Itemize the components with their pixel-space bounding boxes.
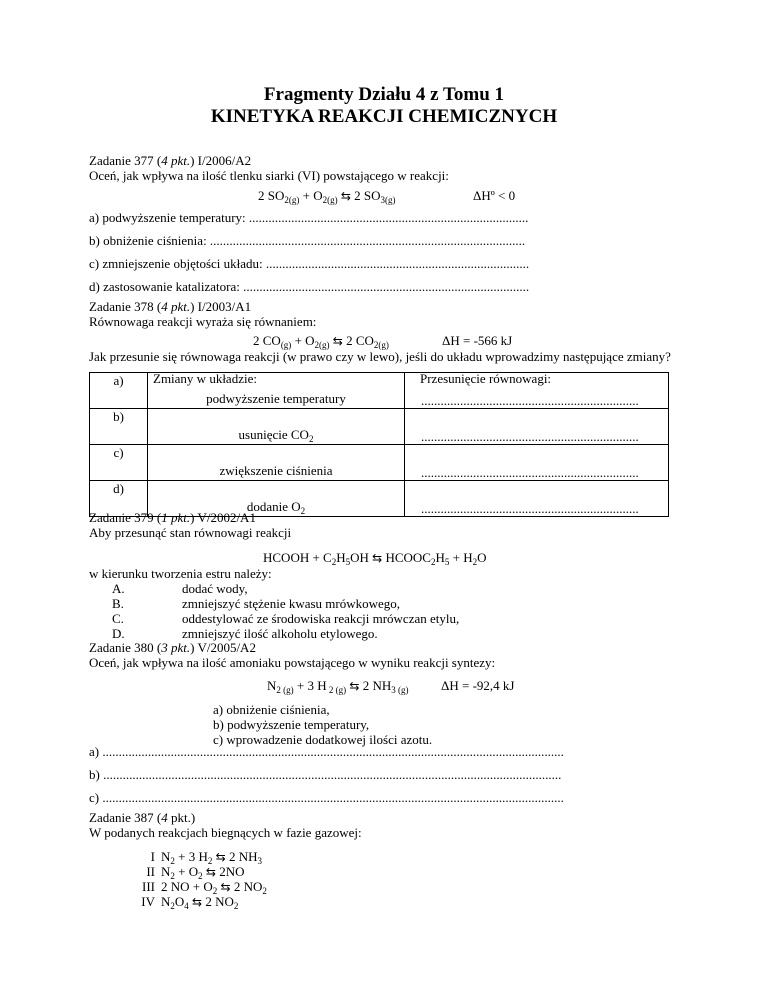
option-letter: D. (112, 626, 125, 641)
table-row (90, 445, 669, 481)
row-label: a) (113, 373, 124, 388)
changes-table (89, 372, 669, 517)
task-380-answer-b: b) ............................................................................................................................................. (89, 767, 562, 782)
option-letter: A. (112, 581, 125, 596)
option-text: zmniejszyć ilość alkoholu etylowego. (182, 626, 378, 641)
task-380-question: Oceń, jak wpływa na ilość amoniaku powstającego w wyniku reakcji syntezy: (89, 655, 496, 670)
task-380-item-a: a) obniżenie ciśnienia, (213, 702, 330, 717)
row-label: d) (113, 481, 124, 496)
reaction-equation: $N_2 + 3$ $H_2$ ⇆ 2 $NH_3$ (161, 849, 262, 866)
task-379-header: Zadanie 379 (1 pkt.) V/2002/A1 (89, 510, 256, 525)
page-subtitle: KINETYKA REAKCJI CHEMICZNYCH (210, 106, 558, 127)
task-380-enthalpy: ΔH = -92,4 kJ (441, 678, 515, 693)
reaction-number: II (146, 864, 155, 879)
row-label: c) (113, 445, 124, 460)
task-379-lead: w kierunku tworzenia estru należy: (89, 566, 272, 581)
task-377-header: Zadanie 377 (4 pkt.) I/2006/A2 (89, 153, 252, 168)
task-380-equation: $N_{2 (g)} + 3$ H $_{2 (g)}$ ⇆ 2 $NH_{3 (g)}$ (267, 678, 409, 695)
row-change-text: podwyższenie temperatury (206, 391, 346, 406)
row-change-text: zwiększenie ciśnienia (219, 463, 333, 478)
option-letter: C. (112, 611, 124, 626)
reaction-number: I (150, 849, 155, 864)
reaction-equation: $N_2 + O_2$ ⇆ 2NO (161, 864, 245, 881)
row-change-cell (148, 373, 405, 409)
table-row (90, 373, 669, 409)
row-answer-dots: ................................................................... (421, 429, 639, 444)
page-title: Fragmenty Działu 4 z Tomu 1 (263, 84, 505, 105)
task-377-equation: 2 $SO_{2(g)} + O_{2(g)}$ ⇆ 2 $SO_{3(g)}$ (258, 188, 396, 205)
row-change-cell (148, 445, 405, 481)
task-379-intro: Aby przesunąć stan równowagi reakcji (89, 525, 292, 540)
task-380-item-b: b) podwyższenie temperatury, (213, 717, 370, 732)
task-379-equation: HCOOH + $C_2H_5OH$ ⇆ $HCOOC_2H_5 + H_2O$ (263, 550, 487, 567)
option-text: zmniejszyć stężenie kwasu mrówkowego, (182, 596, 401, 611)
task-377-question: Oceń, jak wpływa na ilość tlenku siarki (VI) powstającego w reakcji: (89, 168, 449, 183)
row-change-text: dodanie $O_2$ (246, 499, 306, 516)
task-387-intro: W podanych reakcjach biegnących w fazie gazowej: (89, 825, 362, 840)
task-380-item-c: c) wprowadzenie dodatkowej ilości azotu. (213, 732, 433, 747)
row-answer-cell (405, 445, 669, 481)
row-label-cell (90, 409, 148, 445)
task-378-intro: Równowaga reakcji wyraża się równaniem: (89, 314, 317, 329)
row-label-cell (90, 373, 148, 409)
row-label: b) (113, 409, 124, 424)
task-380-header: Zadanie 380 (3 pkt.) V/2005/A2 (89, 640, 256, 655)
task-378-question: Jak przesunie się równowaga reakcji (w prawo czy w lewo), jeśli do układu wprowadzimy następujące zmiany? (89, 349, 671, 364)
row-answer-dots: ................................................................... (421, 465, 639, 480)
row-answer-dots: ................................................................... (421, 393, 639, 408)
task-377-answer-d: d) zastosowanie katalizatora: ........................................................................................ (89, 279, 530, 294)
row-answer-cell (405, 409, 669, 445)
option-text: dodać wody, (182, 581, 248, 596)
task-378-header: Zadanie 378 (4 pkt.) I/2003/A1 (89, 299, 252, 314)
row-answer-dots: ................................................................... (421, 501, 639, 516)
task-377-enthalpy: ΔHº < 0 (473, 188, 516, 203)
row-label-cell (90, 445, 148, 481)
task-380-answer-c: c) .............................................................................................................................................. (89, 790, 564, 805)
task-378-enthalpy: ΔH = -566 kJ (442, 333, 513, 348)
task-377-answer-b: b) obniżenie ciśnienia: ................................................................................................. (89, 233, 526, 248)
reaction-equation: $N_2O_4$ ⇆ 2 $NO_2$ (161, 894, 239, 911)
reaction-number: III (142, 879, 155, 894)
row-change-text: usunięcie $CO_2$ (238, 427, 314, 444)
table-header-changes: Zmiany w układzie: (153, 371, 257, 386)
table-row (90, 409, 669, 445)
row-answer-cell (405, 481, 669, 517)
task-377-answer-a: a) podwyższenie temperatury: ...................................................................................... (89, 210, 529, 225)
option-text: oddestylować ze środowiska reakcji mrówczan etylu, (182, 611, 460, 626)
task-377-answer-c: c) zmniejszenie objętości układu: ................................................................................. (89, 256, 530, 271)
row-answer-cell (405, 373, 669, 409)
reaction-equation: 2 NO + $O_2$ ⇆ 2 $NO_2$ (161, 879, 267, 896)
row-change-cell (148, 409, 405, 445)
task-380-answer-a: a) .............................................................................................................................................. (89, 744, 564, 759)
reaction-number: IV (141, 894, 155, 909)
task-387-header: Zadanie 387 (4 pkt.) (89, 810, 196, 825)
task-378-equation: 2 $CO_{(g)} + O_{2(g)}$ ⇆ 2 $CO_{2(g)}$ (253, 333, 389, 350)
table-header-shift: Przesunięcie równowagi: (420, 371, 552, 386)
option-letter: B. (112, 596, 124, 611)
